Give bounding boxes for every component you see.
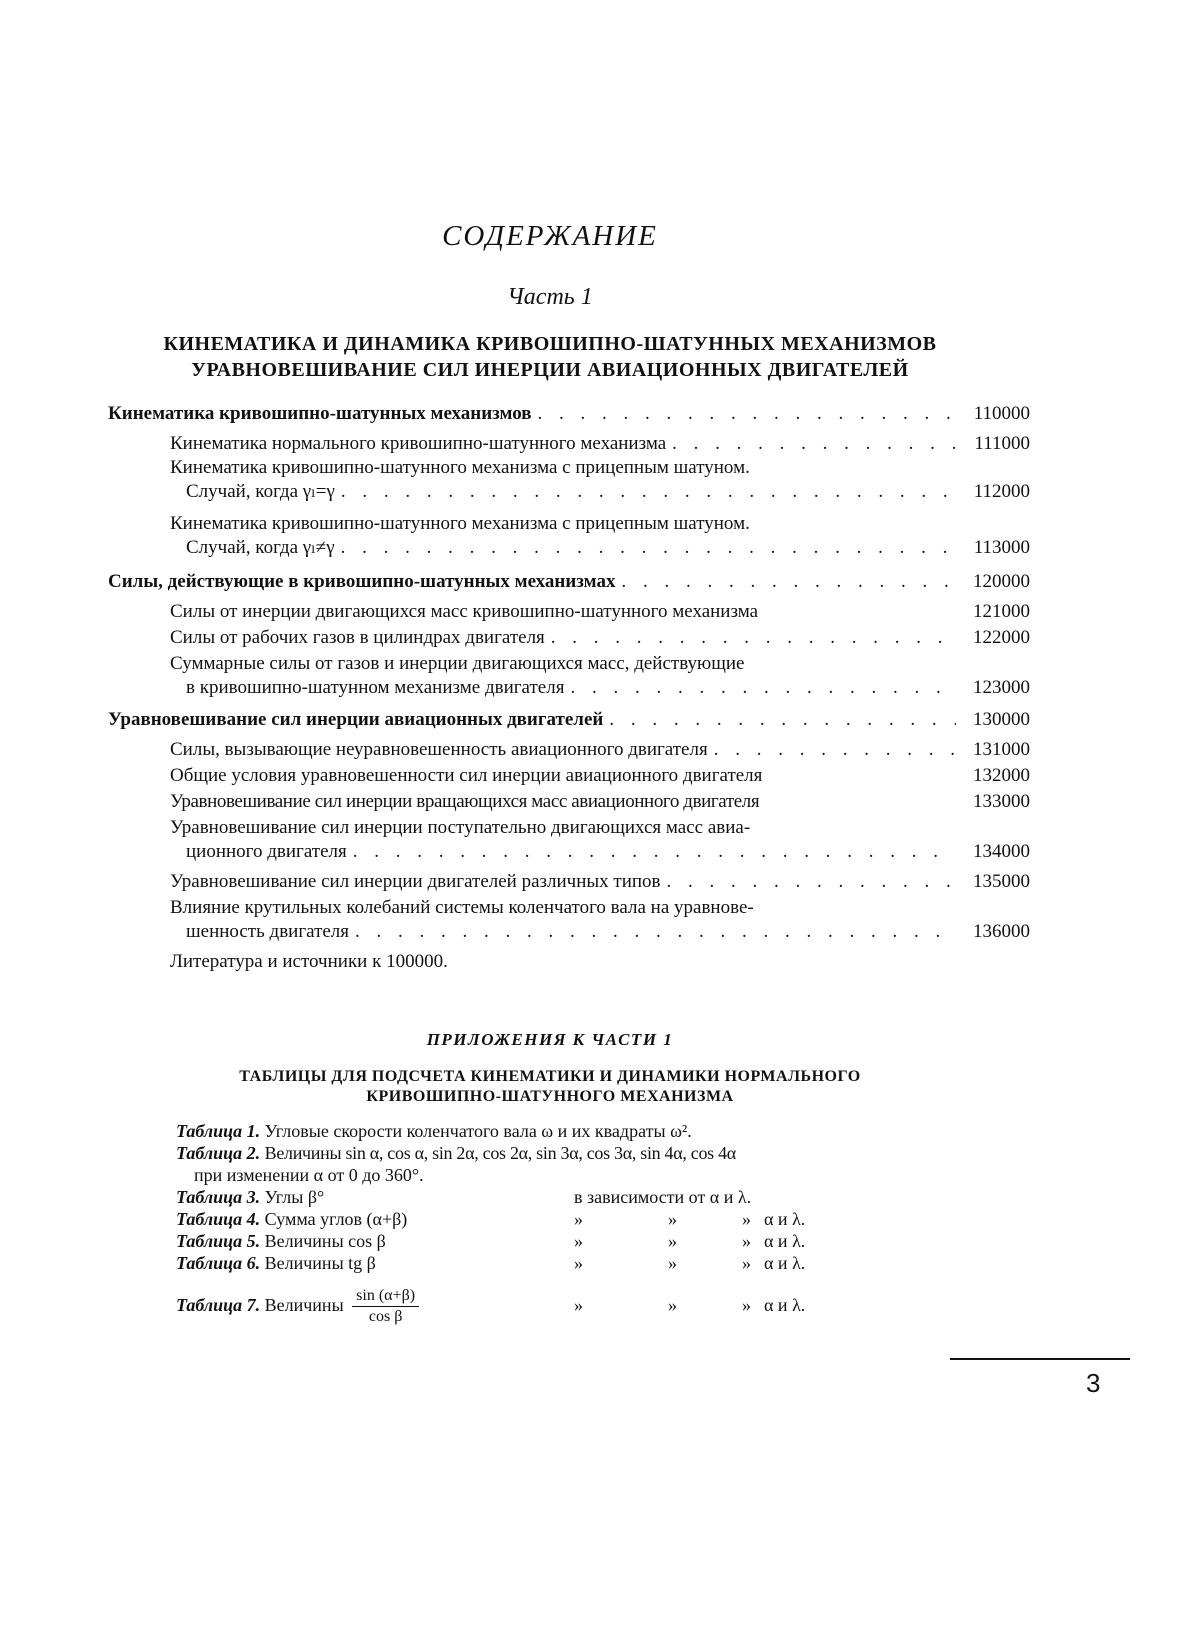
table-3-line xyxy=(176,1186,926,1208)
table-label: Таблица 5. xyxy=(176,1231,261,1251)
toc-page-number: 122000 xyxy=(973,627,1030,648)
toc-entry-text: Влияние крутильных колебаний системы коленчатого вала на уравнове- xyxy=(170,897,754,918)
ditto-mark: » xyxy=(668,1231,677,1251)
appendix-title: ПРИЛОЖЕНИЯ К ЧАСТИ 1 xyxy=(426,1030,674,1049)
fraction-numerator: sin (α+β) xyxy=(352,1286,419,1307)
toc-entry-text: Кинематика кривошипно-шатунного механизма с прицепным шатуном. xyxy=(170,513,750,534)
table-description: Угловые скорости коленчатого вала ω и их квадраты ω². xyxy=(264,1121,692,1141)
toc-page-number: 113000 xyxy=(973,537,1030,558)
table-description: Величины xyxy=(264,1295,344,1315)
footer-rule xyxy=(950,1358,1130,1360)
toc-entry xyxy=(170,652,1030,700)
dependency-note: в зависимости от α и λ. xyxy=(574,1187,752,1207)
table-description: Углы β° xyxy=(264,1187,325,1207)
toc-entry-text: Силы, действующие в кривошипно-шатунных механизмах xyxy=(108,571,616,592)
toc-entry-literature xyxy=(170,950,1030,974)
part-label: Часть 1 xyxy=(507,284,593,310)
part-title-line-1: КИНЕМАТИКА И ДИНАМИКА КРИВОШИПНО-ШАТУННЫХ МЕХАНИЗМОВ xyxy=(163,333,937,355)
toc-page-number: 131000 xyxy=(973,739,1030,760)
toc-entry xyxy=(170,816,1030,864)
toc-entry-text: Силы от рабочих газов в цилиндрах двигателя xyxy=(170,627,545,648)
toc-page-number: 134000 xyxy=(973,841,1030,862)
toc-entry-text: Уравновешивание сил инерции поступательно двигающихся масс авиа- xyxy=(170,817,751,838)
table-2-continuation: при изменении α от 0 до 360°. xyxy=(194,1165,424,1185)
toc-page-number: 133000 xyxy=(973,791,1030,812)
toc-entry-text: Силы от инерции двигающихся масс кривошипно-шатунного механизма xyxy=(170,601,759,622)
toc-page-number: 111000 xyxy=(974,433,1030,454)
ditto-mark: » xyxy=(668,1209,677,1229)
table-label: Таблица 7. xyxy=(176,1295,261,1315)
table-label: Таблица 4. xyxy=(176,1209,261,1229)
fraction-denominator: cos β xyxy=(368,1308,403,1326)
toc-page-number: 110000 xyxy=(973,403,1030,424)
toc-entry-balancing xyxy=(108,708,1030,732)
toc-entry-text: Уравновешивание сил инерции вращающихся масс авиационного двигателя xyxy=(170,791,760,812)
table-label: Таблица 1. xyxy=(176,1121,261,1141)
toc-entry-continuation: Случай, когда γₗ≠γ xyxy=(186,537,335,558)
toc-entry-continuation: Случай, когда γₗ=γ xyxy=(186,481,335,502)
ditto-mark: » xyxy=(574,1231,583,1251)
table-2-line xyxy=(176,1142,926,1164)
toc-page-number: 135000 xyxy=(973,871,1030,892)
toc-entry-kinematics xyxy=(108,402,1030,426)
toc-page-number: 120000 xyxy=(973,571,1030,592)
toc-entry xyxy=(170,432,1030,456)
toc-entry-text: Суммарные силы от газов и инерции двигающихся масс, действующие xyxy=(170,653,745,674)
ditto-mark: » xyxy=(742,1209,751,1229)
fraction xyxy=(352,1286,419,1327)
toc-entry-text: Литература и источники к 100000. xyxy=(170,951,448,972)
toc-page-number: 130000 xyxy=(973,709,1030,730)
toc-entry xyxy=(170,626,1030,650)
table-label: Таблица 6. xyxy=(176,1253,261,1273)
dependency-vars: α и λ. xyxy=(764,1209,806,1229)
toc-page-number: 121000 xyxy=(973,601,1030,622)
ditto-mark: » xyxy=(742,1295,751,1315)
contents-title: СОДЕРЖАНИЕ xyxy=(442,220,658,252)
toc-entry-text: Кинематика кривошипно-шатунных механизмов xyxy=(108,403,532,424)
ditto-mark: » xyxy=(742,1231,751,1251)
table-1-line xyxy=(176,1120,926,1142)
ditto-mark: » xyxy=(574,1253,583,1273)
ditto-mark: » xyxy=(574,1209,583,1229)
toc-entry-continuation: в кривошипно-шатунном механизме двигателя xyxy=(186,677,565,698)
toc-entry-forces xyxy=(108,570,1030,594)
toc-entry xyxy=(170,600,1030,624)
dependency-vars: α и λ. xyxy=(764,1295,806,1315)
dependency-vars: α и λ. xyxy=(764,1253,806,1273)
table-label: Таблица 2. xyxy=(176,1143,261,1163)
toc-entry-text: Кинематика кривошипно-шатунного механизма с прицепным шатуном. xyxy=(170,457,750,478)
toc-entry-text: Общие условия уравновешенности сил инерции авиационного двигателя xyxy=(170,765,763,786)
table-description: Величины tg β xyxy=(264,1253,376,1273)
table-label: Таблица 3. xyxy=(176,1187,261,1207)
ditto-mark: » xyxy=(668,1295,677,1315)
table-5-line xyxy=(176,1230,926,1252)
table-6-line xyxy=(176,1252,926,1274)
toc-entry xyxy=(170,764,1030,788)
toc-page-number: 112000 xyxy=(973,481,1030,502)
toc-entry-text: Кинематика нормального кривошипно-шатунного механизма xyxy=(170,433,667,454)
appendix-subtitle-line-2: КРИВОШИПНО-ШАТУННОГО МЕХАНИЗМА xyxy=(366,1088,734,1105)
ditto-mark: » xyxy=(742,1253,751,1273)
toc-page-number: 132000 xyxy=(973,765,1030,786)
table-description: Величины cos β xyxy=(264,1231,386,1251)
appendix-subtitle-line-1: ТАБЛИЦЫ ДЛЯ ПОДСЧЕТА КИНЕМАТИКИ И ДИНАМИКИ НОРМАЛЬНОГО xyxy=(239,1068,861,1085)
dependency-vars: α и λ. xyxy=(764,1231,806,1251)
part-title-line-2: УРАВНОВЕШИВАНИЕ СИЛ ИНЕРЦИИ АВИАЦИОННЫХ ДВИГАТЕЛЕЙ xyxy=(191,359,909,381)
toc-entry xyxy=(170,512,1030,560)
ditto-mark: » xyxy=(574,1295,583,1315)
toc-entry xyxy=(170,738,1030,762)
toc-entry-continuation: шенность двигателя xyxy=(186,921,350,942)
toc-entry-continuation: ционного двигателя xyxy=(186,841,347,862)
toc-entry-text: Уравновешивание сил инерции двигателей различных типов xyxy=(170,871,661,892)
toc-page-number: 123000 xyxy=(973,677,1030,698)
toc-entry-text: Уравновешивание сил инерции авиационных двигателей xyxy=(108,709,604,730)
toc-page-number: 136000 xyxy=(973,921,1030,942)
toc-entry-text: Силы, вызывающие неуравновешенность авиационного двигателя xyxy=(170,739,708,760)
toc-entry xyxy=(170,896,1030,944)
toc-entry xyxy=(170,790,1030,814)
table-4-line xyxy=(176,1208,926,1230)
table-description: Величины sin α, cos α, sin 2α, cos 2α, sin 3α, cos 3α, sin 4α, cos 4α xyxy=(264,1143,736,1163)
page-number: 3 xyxy=(1086,1368,1101,1398)
table-description: Сумма углов (α+β) xyxy=(264,1209,408,1229)
toc-entry xyxy=(170,456,1030,504)
toc-entry xyxy=(170,870,1030,894)
ditto-mark: » xyxy=(668,1253,677,1273)
table-7-line xyxy=(176,1282,926,1328)
